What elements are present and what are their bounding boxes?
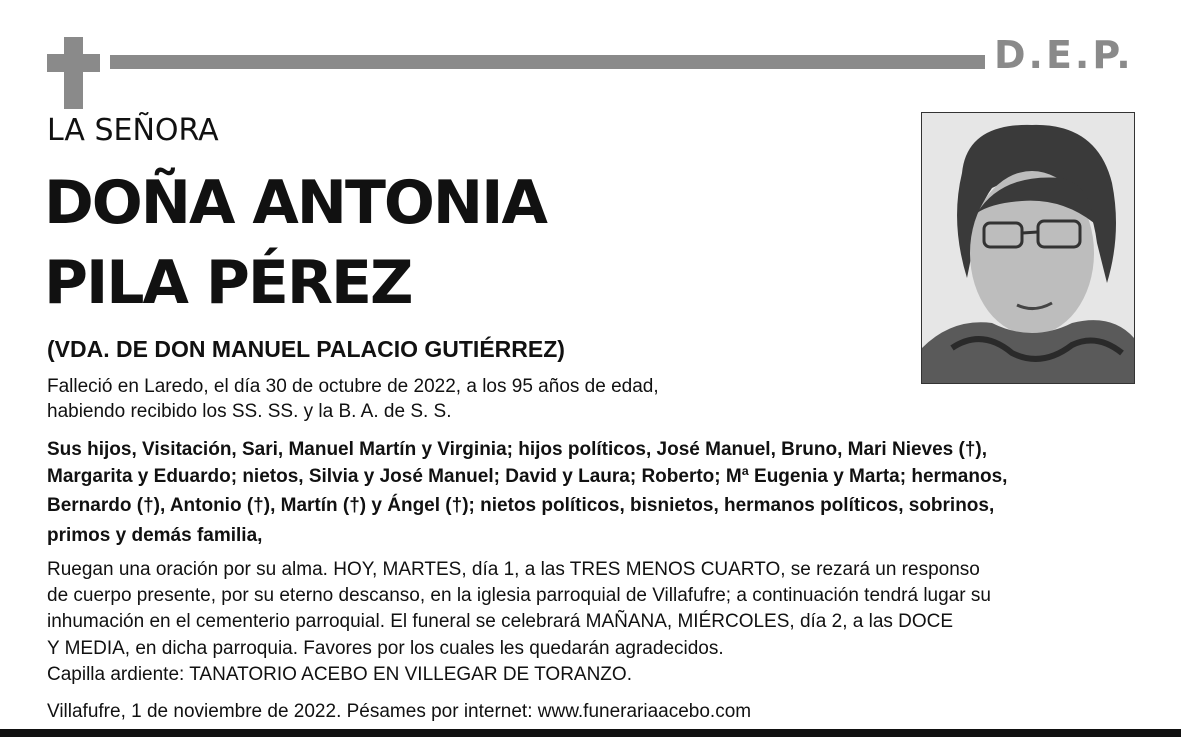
widow-of-line: (VDA. DE DON MANUEL PALACIO GUTIÉRREZ): [47, 336, 565, 362]
header-rule: [110, 55, 985, 69]
service-line: de cuerpo presente, por su eterno descanso, en la iglesia parroquial de Villafufre; a continuación tendrá lugar su: [47, 585, 991, 606]
service-line: inhumación en el cementerio parroquial. El funeral se celebrará MAÑANA, MIÉRCOLES, día 2, a las DOCE: [47, 611, 954, 632]
dep-label: D.E.P.: [994, 33, 1134, 77]
family-line: Bernardo (†), Antonio (†), Martín (†) y Ángel (†); nietos políticos, bisnietos, hermanos políticos, sobrinos,: [47, 495, 995, 516]
family-line: Sus hijos, Visitación, Sari, Manuel Martín y Virginia; hijos políticos, José Manuel, Bruno, Mari Nieves (†),: [47, 439, 988, 460]
portrait-illustration: [922, 113, 1134, 383]
portrait-photo: [921, 112, 1135, 384]
service-line: Y MEDIA, en dicha parroquia. Favores por los cuales les quedarán agradecidos.: [47, 638, 724, 659]
chapel-line: Capilla ardiente: TANATORIO ACEBO EN VILLEGAR DE TORANZO.: [47, 664, 632, 685]
title-prefix: LA SEÑORA: [47, 113, 219, 148]
cross-icon: [64, 37, 83, 109]
service-line: Ruegan una oración por su alma. HOY, MARTES, día 1, a las TRES MENOS CUARTO, se rezará un responso: [47, 559, 980, 580]
death-info-line: Falleció en Laredo, el día 30 de octubre de 2022, a los 95 años de edad,: [47, 376, 659, 397]
deceased-name-line-2: PILA PÉREZ: [44, 248, 412, 318]
footer-line: Villafufre, 1 de noviembre de 2022. Pésames por internet: www.funerariaacebo.com: [47, 701, 752, 722]
death-info-line: habiendo recibido los SS. SS. y la B. A. de S. S.: [47, 401, 452, 422]
deceased-name-line-1: DOÑA ANTONIA: [44, 168, 546, 238]
family-line: primos y demás familia,: [47, 525, 263, 546]
cross-icon-bar: [47, 54, 100, 72]
bottom-rule: [0, 729, 1181, 737]
family-line: Margarita y Eduardo; nietos, Silvia y José Manuel; David y Laura; Roberto; Mª Eugenia y Marta; hermanos,: [47, 466, 1008, 487]
